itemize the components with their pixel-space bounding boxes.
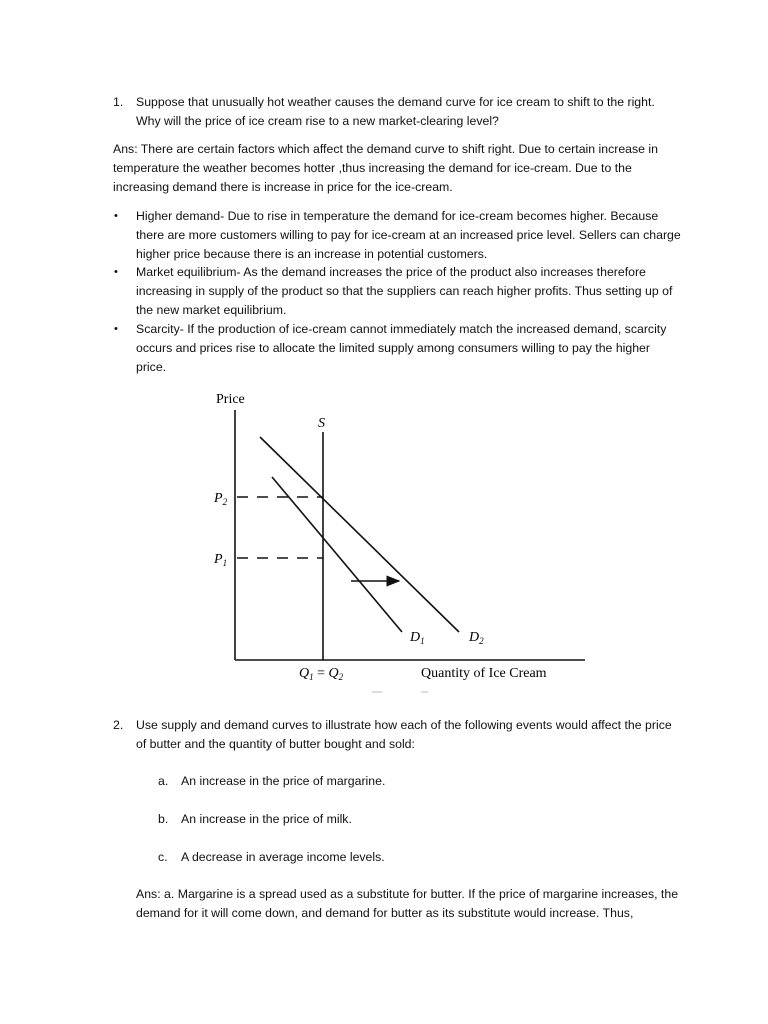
item-c-letter: c. [158, 850, 168, 864]
answer-2-text: Ans: a. Margarine is a spread used as a substitute for butter. If the price of margarine increases, the demand for it will come down, and demand for butter as its substitute would increase. Thus, [136, 887, 679, 920]
item-a-letter: a. [158, 774, 169, 788]
question-2-text: Use supply and demand curves to illustrate how each of the following events would affect the price of butter and the quantity of butter bought and sold: [136, 718, 672, 751]
x-axis-label: Quantity of Ice Cream [421, 666, 547, 681]
item-b-text: An increase in the price of milk. [181, 812, 352, 826]
bullet-symbol: • [114, 210, 118, 222]
answer-1-text: Ans: There are certain factors which affect the demand curve to shift right. Due to certain increase in temperature the weather becomes hotter ,thus increasing the demand for ice-cream. Due to the increasing demand there is increase in price for the ice-cream. [113, 142, 658, 194]
bullet-symbol: • [114, 323, 118, 335]
bullet-higher-demand: Higher demand- Due to rise in temperature the demand for ice-cream becomes higher. Because there are more customers willing to pay for ice-cream at an increased price level. Sellers can charge higher price because there is an increase in potential customers. [136, 209, 681, 261]
demand-curve-d1 [272, 477, 402, 632]
bullet-scarcity: Scarcity- If the production of ice-cream cannot immediately match the increased demand, scarcity occurs and prices rise to allocate the limited supply among consumers willing to pay the higher price. [136, 322, 667, 374]
demand-label-d2: $D_2$ [469, 630, 484, 646]
item-a-text: An increase in the price of margarine. [181, 774, 386, 788]
supply-label: S [318, 416, 325, 431]
bullet-symbol: • [114, 266, 118, 278]
question-1-text: Suppose that unusually hot weather causes the demand curve for ice cream to shift to the right. Why will the price of ice cream rise to a new market-clearing level? [136, 95, 655, 128]
demand-curve-d2 [260, 437, 459, 632]
ice-cream-supply-demand-chart [200, 385, 590, 695]
price-label-p1: $P_1$ [214, 552, 228, 568]
y-axis-label: Price [216, 392, 245, 407]
item-c-text: A decrease in average income levels. [181, 850, 385, 864]
item-b-letter: b. [158, 812, 169, 826]
question-1-number: 1. [113, 95, 124, 109]
quantity-label: $Q_1 = Q_2$ [299, 666, 344, 682]
question-2-number: 2. [113, 718, 124, 732]
price-label-p2: $P_2$ [214, 491, 228, 507]
demand-label-d1: $D_1$ [410, 630, 425, 646]
bullet-market-equilibrium: Market equilibrium- As the demand increases the price of the product also increases therefore increasing in supply of the product so that the suppliers can reach higher profits. Thus setting up of the new market equilibrium. [136, 265, 673, 317]
